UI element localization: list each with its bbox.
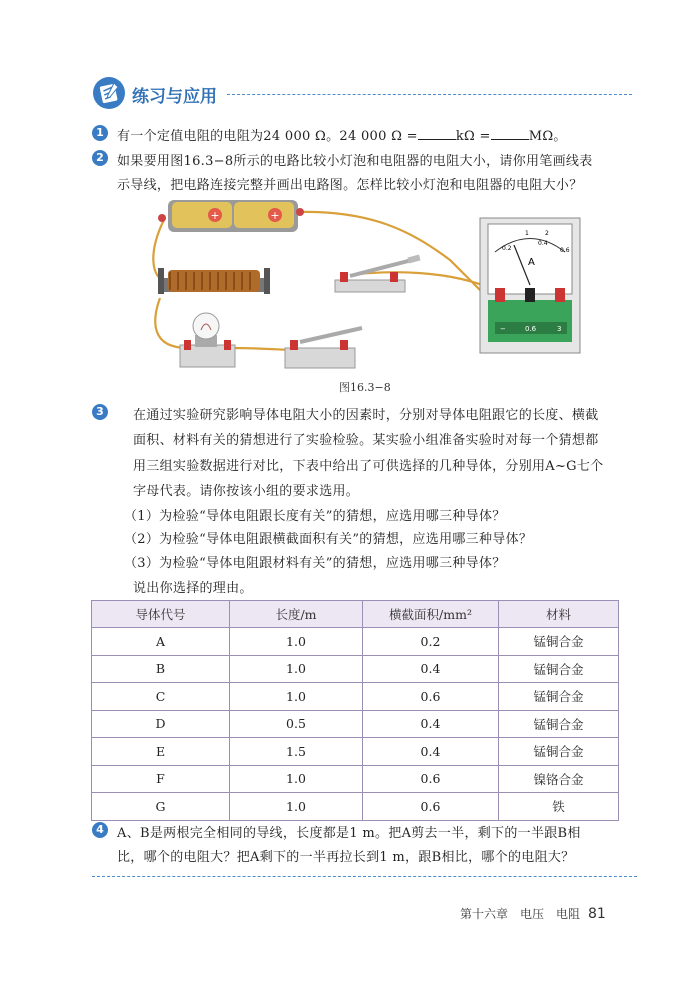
question-3-subquestion-1: （1）为检验“导体电阻跟长度有关”的猜想，应选用哪三种导体？ <box>124 509 506 524</box>
svg-text:2: 2 <box>545 230 549 237</box>
question-3-line: 面积、材料有关的猜想进行了实验检验。某实验小组准备实验时对每一个猜想都 <box>133 433 599 448</box>
page-number: 81 <box>588 906 606 922</box>
q1-blank-2[interactable] <box>491 127 529 140</box>
table-header: 长度/m <box>230 601 363 628</box>
question-3-line: 在通过实验研究影响导体电阻大小的因素时，分别对导体电阻跟它的长度、横截 <box>133 408 599 423</box>
question-3-subquestion-3: （3）为检验“导体电阻跟材料有关”的猜想，应选用哪三种导体？ <box>124 556 506 571</box>
question-number-1: 1 <box>92 125 108 141</box>
svg-text:1: 1 <box>525 230 529 237</box>
chapter-title: 第十六章 电压 电阻 <box>460 907 581 921</box>
switch-icon-2 <box>285 328 362 368</box>
table-row: C 1.0 0.6 锰铜合金 <box>92 683 619 711</box>
svg-text:+: + <box>270 209 280 222</box>
question-number-4: 4 <box>92 822 108 838</box>
figure-caption: 图16.3−8 <box>339 381 391 394</box>
ammeter-icon <box>480 218 580 353</box>
table-row: B 1.0 0.4 锰铜合金 <box>92 655 619 683</box>
svg-text:+: + <box>210 209 220 222</box>
section-header <box>92 76 637 112</box>
question-2-line-2: 示导线，把电路连接完整并画出电路图。怎样比较小灯泡和电阻器的电阻大小？ <box>117 178 583 193</box>
resistor-icon <box>158 268 270 294</box>
question-3-line: 字母代表。请你按该小组的要求选用。 <box>133 484 360 499</box>
q1-text-c: MΩ。 <box>528 129 567 144</box>
battery-icon <box>158 200 304 232</box>
table-row: G 1.0 0.6 铁 <box>92 793 619 821</box>
question-4-line-2: 比，哪个的电阻大？把A剩下的一半再拉长到1 m，跟B相比，哪个的电阻大？ <box>117 850 575 865</box>
conductor-table <box>91 600 619 821</box>
svg-text:0.4: 0.4 <box>538 240 548 247</box>
svg-text:0.6: 0.6 <box>560 247 570 254</box>
section-rule <box>227 94 632 95</box>
question-number-3: 3 <box>92 404 108 420</box>
table-row: D 0.5 0.4 锰铜合金 <box>92 710 619 738</box>
table-row: F 1.0 0.6 镍铬合金 <box>92 765 619 793</box>
bottom-rule <box>92 876 637 877</box>
table-row: A 1.0 0.2 锰铜合金 <box>92 628 619 656</box>
svg-text:0.2: 0.2 <box>502 245 512 252</box>
q1-text-b: kΩ = <box>455 129 491 144</box>
table-header: 材料 <box>499 601 619 628</box>
table-header-row <box>92 601 619 628</box>
question-4-line-1: A、B是两根完全相同的导线，长度都是1 m。把A剪去一半，剩下的一半跟B相 <box>117 826 581 841</box>
circuit-figure <box>150 190 600 375</box>
svg-text:0.6: 0.6 <box>525 325 537 333</box>
table-header: 横截面积/mm² <box>363 601 499 628</box>
svg-text:3: 3 <box>557 325 562 333</box>
question-3-line: 用三组实验数据进行对比，下表中给出了可供选择的几种导体，分别用A~G七个 <box>133 459 604 474</box>
lamp-icon <box>180 313 235 367</box>
section-title: 练习与应用 <box>132 87 217 107</box>
question-number-2: 2 <box>92 150 108 166</box>
page-footer <box>460 905 606 922</box>
table-header: 导体代号 <box>92 601 230 628</box>
question-3-subquestion-2: （2）为检验“导体电阻跟横截面积有关”的猜想，应选用哪三种导体？ <box>124 532 533 547</box>
question-1-text <box>117 125 567 144</box>
ammeter-label: A <box>528 257 535 268</box>
q1-blank-1[interactable] <box>418 127 456 140</box>
q1-text-a: 有一个定值电阻的电阻为24 000 Ω。24 000 Ω = <box>117 129 418 144</box>
question-3-line: 说出你选择的理由。 <box>133 581 253 596</box>
exercise-icon <box>92 76 126 110</box>
table-row: E 1.5 0.4 锰铜合金 <box>92 738 619 766</box>
svg-text:−: − <box>500 325 506 333</box>
question-2-line-1: 如果要用图16.3−8所示的电路比较小灯泡和电阻器的电阻大小，请你用笔画线表 <box>117 154 593 169</box>
